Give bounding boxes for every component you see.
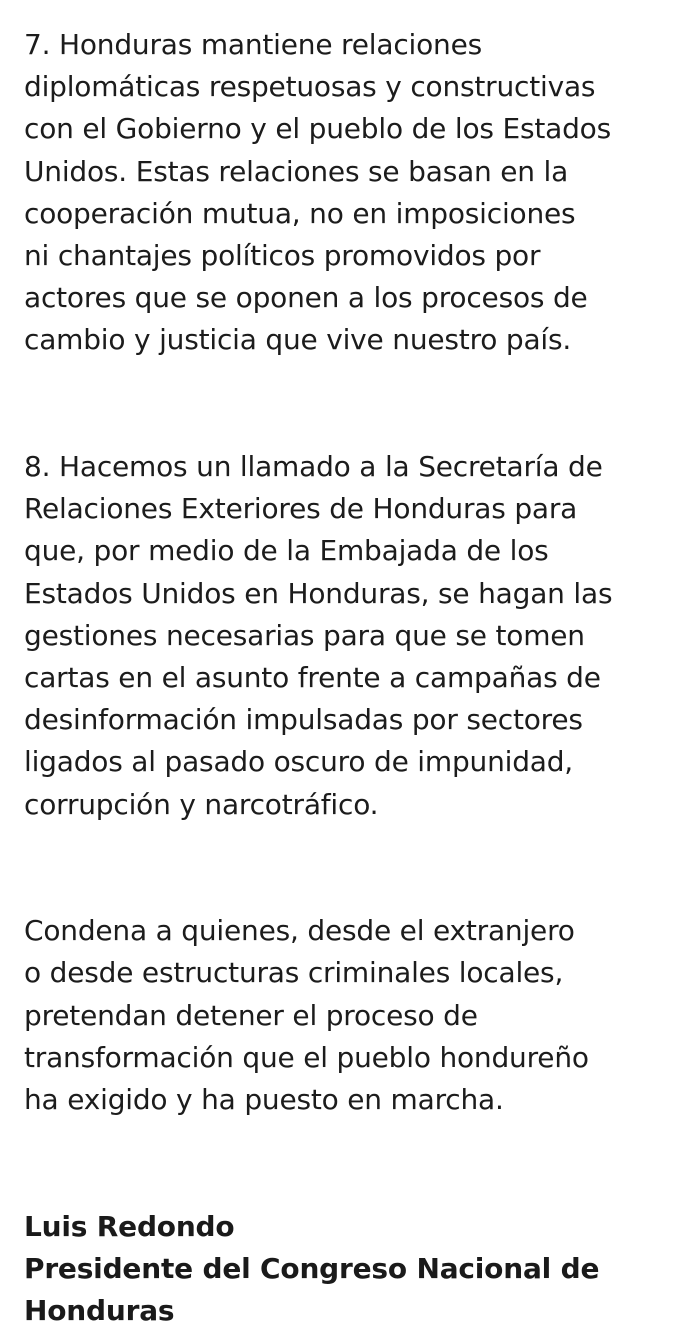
paragraph-line: Unidos. Estas relaciones se basan en la [24,154,569,188]
signature-title: Presidente del Congreso Nacional de [24,1251,600,1285]
paragraph-line: ni chantajes políticos promovidos por [24,239,541,273]
paragraph-line: cartas en el asunto frente a campañas de [24,661,601,695]
paragraph-7 [24,24,674,362]
paragraph-line: transformación que el pueblo hondureño [24,1040,589,1074]
signature-title-continued: Honduras [24,1293,175,1327]
paragraph-line: cambio y justicia que vive nuestro país. [24,323,572,357]
paragraph-line: con el Gobierno y el pueblo de los Estados [24,112,611,146]
screenshot-crop-edge [0,1187,688,1200]
paragraph-line: 8. Hacemos un llamado a la Secretaría de [24,450,603,484]
paragraph-spacer [24,362,674,446]
paragraph-line: desinformación impulsadas por sectores [24,703,583,737]
paragraph-line: gestiones necesarias para que se tomen [24,618,585,652]
paragraph-spacer [24,826,674,910]
paragraph-line: Estados Unidos en Honduras, se hagan las [24,576,613,610]
paragraph-line: corrupción y narcotráfico. [24,787,379,821]
paragraph-line: ligados al pasado oscuro de impunidad, [24,745,573,779]
paragraph-line: cooperación mutua, no en imposiciones [24,196,576,230]
paragraph-line: Condena a quienes, desde el extranjero [24,914,575,948]
paragraph-line: ha exigido y ha puesto en marcha. [24,1083,504,1117]
paragraph-line: pretendan detener el proceso de [24,998,478,1032]
post-text-body [24,24,674,1332]
signature-block [24,1206,674,1332]
condemnation-paragraph [24,910,674,1121]
paragraph-line: actores que se oponen a los procesos de [24,281,588,315]
signature-name: Luis Redondo [24,1209,235,1243]
paragraph-line: o desde estructuras criminales locales, [24,956,564,990]
paragraph-8 [24,446,674,826]
paragraph-line: que, por medio de la Embajada de los [24,534,549,568]
paragraph-line: Relaciones Exteriores de Honduras para [24,492,578,526]
paragraph-line: 7. Honduras mantiene relaciones [24,28,482,61]
paragraph-line: diplomáticas respetuosas y constructivas [24,70,596,104]
